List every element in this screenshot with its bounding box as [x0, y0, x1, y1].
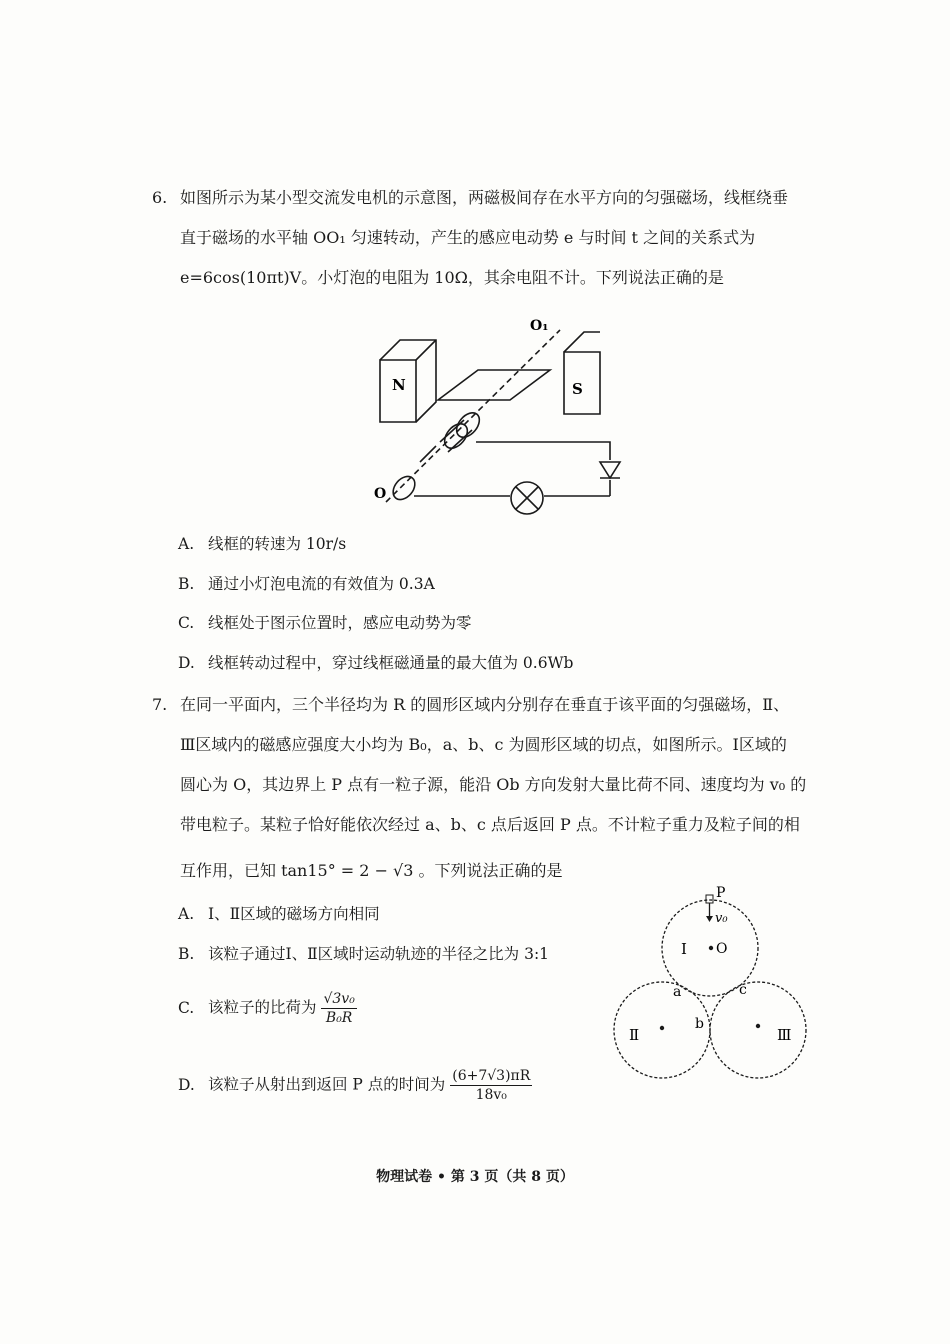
q7-option-c-fraction	[321, 990, 356, 1027]
q7-line-2: Ⅲ区域内的磁感应强度大小均为 B₀，a、b、c 为圆形区域的切点，如图所示。Ⅰ区域的	[180, 735, 787, 754]
q6-number: 6.	[152, 188, 168, 207]
q6-option-d-label: D.	[178, 654, 195, 672]
q6-option-c-label: C.	[178, 614, 195, 632]
q6-line-2: 直于磁场的水平轴 OO₁ 匀速转动，产生的感应电动势 e 与时间 t 之间的关系式为	[180, 228, 756, 247]
label-v0: v₀	[715, 911, 728, 926]
q7-option-b	[178, 943, 549, 965]
q7-option-d-label: D.	[178, 1075, 195, 1094]
label-p: P	[716, 885, 726, 901]
q7-line-4: 带电粒子。某粒子恰好能依次经过 a、b、c 点后返回 P 点。不计粒子重力及粒子间的相	[180, 815, 800, 834]
diode-icon	[600, 462, 620, 478]
center-o-dot	[709, 946, 713, 950]
q6-line-3: e=6cos(10πt)V。小灯泡的电阻为 10Ω，其余电阻不计。下列说法正确的是	[180, 268, 724, 287]
page-footer: 物理试卷 • 第 3 页（共 8 页）	[376, 1169, 574, 1185]
q7-line-3: 圆心为 O，其边界上 P 点有一粒子源，能沿 Ob 方向发射大量比荷不同、速度均为 v₀ 的	[180, 775, 807, 794]
q7-option-d-fraction	[450, 1067, 532, 1104]
q6-option-b-label: B.	[178, 575, 195, 593]
q7-line-5: 互作用，已知 tan15° = 2 − √3 。下列说法正确的是	[180, 861, 563, 880]
q7-option-b-label: B.	[178, 945, 195, 963]
label-c: c	[739, 982, 747, 998]
circle-region-iii	[710, 982, 806, 1078]
q6-option-c-text: 线框处于图示位置时，感应电动势为零	[208, 614, 472, 632]
label-n: N	[392, 376, 406, 394]
label-region-i: Ⅰ	[681, 940, 687, 958]
q7-option-c-numerator: √3v₀	[323, 991, 355, 1007]
label-region-ii: Ⅱ	[629, 1026, 640, 1044]
label-region-iii: Ⅲ	[777, 1026, 792, 1044]
center-iii-dot	[756, 1024, 760, 1028]
label-o: O	[374, 486, 387, 502]
q6-option-a	[178, 533, 346, 555]
q7-option-a-text: Ⅰ、Ⅱ区域的磁场方向相同	[208, 905, 380, 923]
label-a: a	[673, 984, 682, 1000]
velocity-arrow-icon	[706, 916, 713, 922]
q7-option-c-text: 该粒子的比荷为	[208, 998, 317, 1017]
q6-option-b-text: 通过小灯泡电流的有效值为 0.3A	[208, 575, 435, 593]
q7-option-d	[178, 1067, 532, 1104]
q7-option-c-denominator: B₀R	[325, 1010, 353, 1026]
q6-option-c	[178, 612, 472, 634]
q6-option-b	[178, 573, 435, 595]
q7-option-d-numerator: (6+7√3)πR	[452, 1068, 531, 1084]
magnet-n-side	[380, 340, 436, 422]
three-circles-diagram	[605, 880, 810, 1080]
axis-oo1	[386, 330, 560, 502]
q7-option-c	[178, 990, 357, 1027]
label-b: b	[695, 1016, 704, 1032]
center-ii-dot	[660, 1026, 664, 1030]
q7-option-a	[178, 903, 380, 925]
q7-option-b-text: 该粒子通过Ⅰ、Ⅱ区域时运动轨迹的半径之比为 3:1	[208, 945, 550, 963]
q6-line-1: 如图所示为某小型交流发电机的示意图，两磁极间存在水平方向的匀强磁场，线框绕垂	[180, 188, 789, 207]
q7-option-a-label: A.	[178, 905, 195, 923]
q7-line-1: 在同一平面内，三个半径均为 R 的圆形区域内分别存在垂直于该平面的匀强磁场，Ⅱ、	[180, 695, 790, 714]
label-o1: O₁	[530, 318, 549, 334]
wire-top	[476, 442, 610, 460]
particle-source-icon	[706, 895, 713, 903]
q6-option-a-label: A.	[178, 535, 195, 553]
label-s: S	[572, 380, 583, 398]
q6-option-d-text: 线框转动过程中，穿过线框磁通量的最大值为 0.6Wb	[208, 654, 574, 672]
q7-option-d-denominator: 18v₀	[475, 1087, 507, 1103]
q7-number: 7.	[152, 695, 168, 714]
generator-diagram	[360, 312, 660, 527]
q6-option-a-text: 线框的转速为 10r/s	[208, 535, 347, 553]
q7-option-d-text: 该粒子从射出到返回 P 点的时间为	[208, 1075, 446, 1094]
label-o-center: O	[716, 941, 728, 957]
q6-option-d	[178, 652, 573, 674]
q7-option-c-label: C.	[178, 998, 195, 1017]
